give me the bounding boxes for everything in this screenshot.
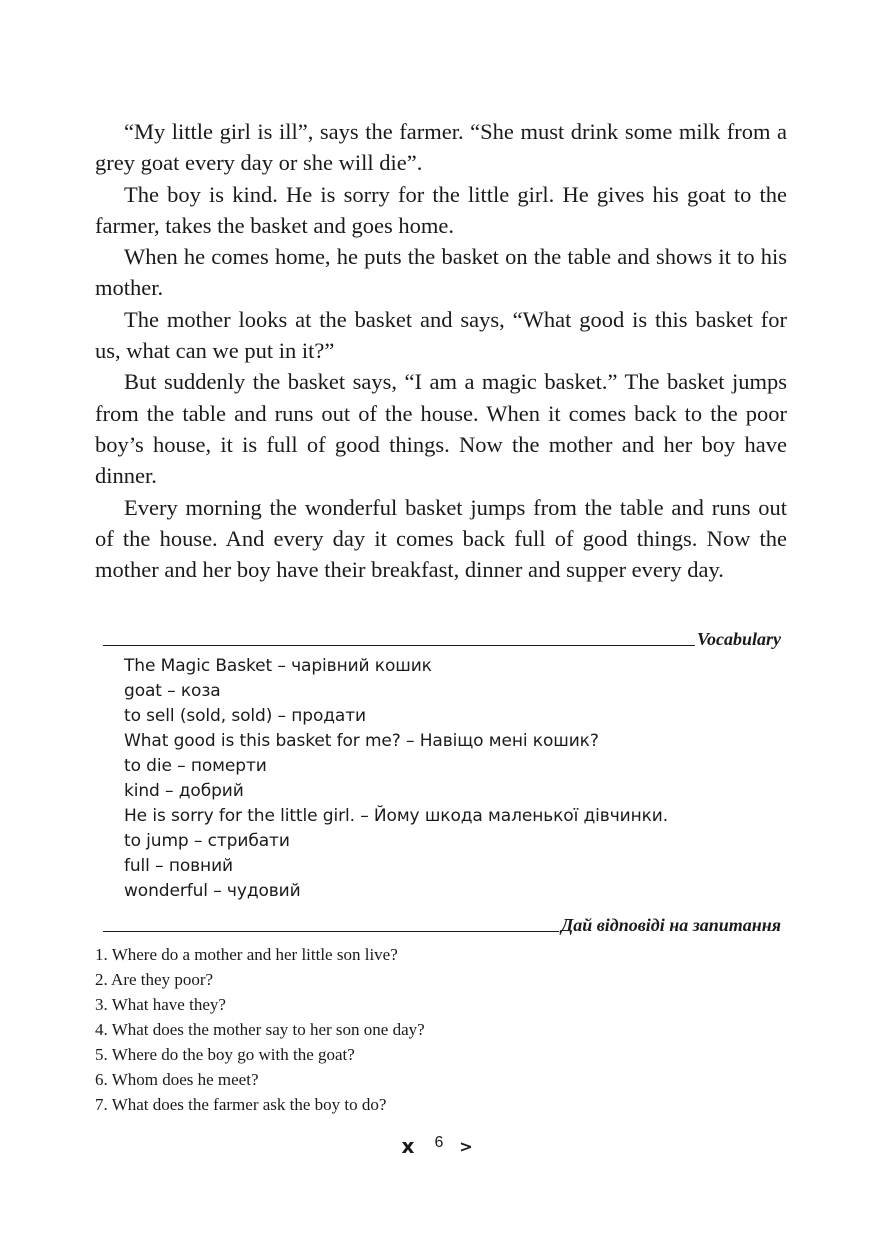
questions-title: Дай відповіді на запитання <box>560 915 781 935</box>
story-text <box>95 116 787 585</box>
vocabulary-item: The Magic Basket – чарівний кошик <box>124 656 432 676</box>
question-item: 5. Where do the boy go with the goat? <box>95 1045 355 1064</box>
question-item: 6. Whom does he meet? <box>95 1070 259 1089</box>
question-item: 7. What does the farmer ask the boy to do? <box>95 1095 387 1114</box>
page-navigation <box>397 1134 473 1158</box>
vocabulary-item: wonderful – чудовий <box>124 881 301 901</box>
vocabulary-item: to jump – стрибати <box>124 831 290 851</box>
header-rule <box>103 931 559 932</box>
next-page-icon[interactable]: > <box>459 1136 473 1156</box>
vocabulary-item: kind – добрий <box>124 781 244 801</box>
questions-header <box>103 912 781 936</box>
story-paragraph: “My little girl is ill”, says the farmer. “She must drink some milk from a grey goat every day or she will die”. <box>95 119 787 176</box>
story-paragraph: The mother looks at the basket and says, “What good is this basket for us, what can we put in it?” <box>95 306 787 364</box>
vocabulary-item: to die – померти <box>124 756 267 776</box>
header-rule <box>103 645 695 646</box>
vocabulary-item: goat – коза <box>124 681 221 701</box>
vocabulary-list <box>124 654 668 904</box>
vocabulary-item: What good is this basket for me? – Навіщо мені кошик? <box>124 731 599 751</box>
vocabulary-header <box>103 626 781 650</box>
question-item: 3. What have they? <box>95 995 226 1014</box>
story-paragraph: Every morning the wonderful basket jumps from the table and runs out of the house. And every day it comes back full of good things. Now the mother and her boy have their breakfast, dinner and supper every day. <box>95 494 787 583</box>
story-paragraph: The boy is kind. He is sorry for the little girl. He gives his goat to the farmer, takes the basket and goes home. <box>95 181 787 238</box>
question-item: 2. Are they poor? <box>95 970 214 989</box>
vocabulary-item: full – повний <box>124 856 233 876</box>
question-item: 1. Where do a mother and her little son live? <box>95 945 398 964</box>
vocabulary-title: Vocabulary <box>696 629 781 649</box>
story-paragraph: But suddenly the basket says, “I am a magic basket.” The basket jumps from the table and runs out of the house. When it comes back to the poor boy’s house, it is full of good things. Now the mother and her boy have dinner. <box>95 369 787 489</box>
close-icon[interactable]: x <box>401 1134 415 1158</box>
vocabulary-item: to sell (sold, sold) – продати <box>124 706 366 726</box>
questions-list <box>95 942 425 1117</box>
page-number: 6 <box>434 1134 444 1151</box>
story-paragraph: When he comes home, he puts the basket on the table and shows it to his mother. <box>95 244 787 301</box>
question-item: 4. What does the mother say to her son one day? <box>95 1020 425 1039</box>
vocabulary-item: He is sorry for the little girl. – Йому шкода маленької дівчинки. <box>124 806 669 826</box>
